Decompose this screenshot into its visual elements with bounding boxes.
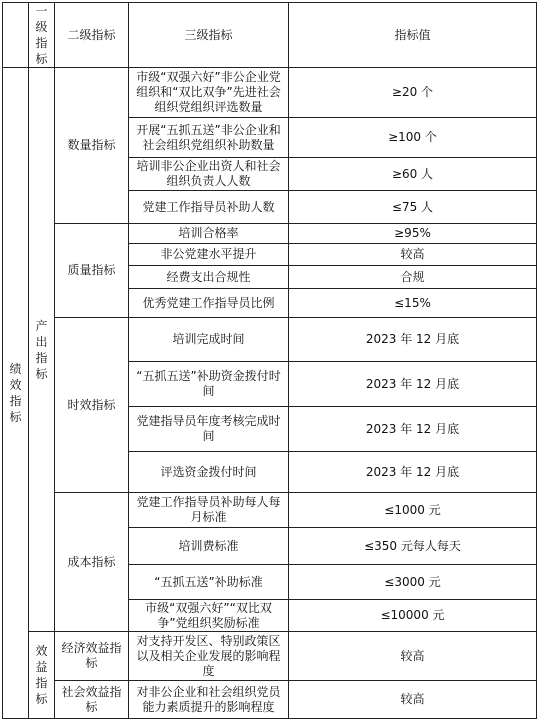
table-row bbox=[3, 632, 537, 681]
cost-indicator-label: 成本指标 bbox=[55, 493, 129, 632]
indicator-name: 党建指导员年度考核完成时间 bbox=[129, 407, 289, 452]
indicator-name: “五抓五送”补助标准 bbox=[129, 565, 289, 600]
indicator-name: 经费支出合规性 bbox=[129, 266, 289, 289]
quality-indicator-label: 质量指标 bbox=[55, 224, 129, 318]
header-level2: 二级指标 bbox=[55, 3, 129, 68]
table-row bbox=[3, 318, 537, 362]
indicator-value: ≥60 人 bbox=[289, 158, 537, 191]
indicator-value: ≥95% bbox=[289, 224, 537, 244]
indicator-value: ≤15% bbox=[289, 289, 537, 318]
social-benefit-label: 社会效益指标 bbox=[55, 681, 129, 719]
economic-benefit-label: 经济效益指标 bbox=[55, 632, 129, 681]
header-level1: 一级指标 bbox=[29, 3, 55, 68]
header-level3: 三级指标 bbox=[129, 3, 289, 68]
indicator-name: 市级“双强六好”“双比双争”党组织奖励标准 bbox=[129, 600, 289, 632]
indicator-value: 较高 bbox=[289, 244, 537, 266]
indicator-name: “五抓五送”补助资金拨付时间 bbox=[129, 362, 289, 407]
indicator-name: 开展“五抓五送”非公企业和社会组织党组织补助数量 bbox=[129, 118, 289, 158]
indicator-value: 2023 年 12 月底 bbox=[289, 318, 537, 362]
performance-indicator-label: 绩效指标 bbox=[3, 68, 29, 719]
header-row bbox=[3, 3, 537, 68]
indicator-value: 2023 年 12 月底 bbox=[289, 362, 537, 407]
indicator-name: 评选资金拨付时间 bbox=[129, 452, 289, 493]
indicator-name: 非公党建水平提升 bbox=[129, 244, 289, 266]
table-row bbox=[3, 224, 537, 244]
performance-indicator-table bbox=[2, 2, 537, 719]
indicator-name: 对非公企业和社会组织党员能力素质提升的影响程度 bbox=[129, 681, 289, 719]
indicator-name: 党建工作指导员补助人数 bbox=[129, 191, 289, 224]
indicator-value: ≤1000 元 bbox=[289, 493, 537, 528]
indicator-value: 2023 年 12 月底 bbox=[289, 407, 537, 452]
indicator-value: ≥100 个 bbox=[289, 118, 537, 158]
output-indicator-label: 产出指标 bbox=[29, 68, 55, 632]
indicator-value: ≤75 人 bbox=[289, 191, 537, 224]
blank-header-cell bbox=[3, 3, 29, 68]
indicator-name: 培训合格率 bbox=[129, 224, 289, 244]
indicator-value: ≤350 元每人每天 bbox=[289, 528, 537, 565]
indicator-value: 较高 bbox=[289, 632, 537, 681]
indicator-value: 合规 bbox=[289, 266, 537, 289]
header-value: 指标值 bbox=[289, 3, 537, 68]
indicator-name: 培训费标准 bbox=[129, 528, 289, 565]
table-row bbox=[3, 68, 537, 118]
indicator-value: ≥20 个 bbox=[289, 68, 537, 118]
benefit-indicator-label: 效益指标 bbox=[29, 632, 55, 719]
indicator-value: ≤3000 元 bbox=[289, 565, 537, 600]
indicator-name: 对支持开发区、特别政策区以及相关企业发展的影响程度 bbox=[129, 632, 289, 681]
table-row bbox=[3, 493, 537, 528]
indicator-value: ≤10000 元 bbox=[289, 600, 537, 632]
indicator-name: 培训非公企业出资人和社会组织负责人人数 bbox=[129, 158, 289, 191]
indicator-name: 党建工作指导员补助每人每月标准 bbox=[129, 493, 289, 528]
quantity-indicator-label: 数量指标 bbox=[55, 68, 129, 224]
timeliness-indicator-label: 时效指标 bbox=[55, 318, 129, 493]
table-row bbox=[3, 681, 537, 719]
indicator-name: 优秀党建工作指导员比例 bbox=[129, 289, 289, 318]
indicator-name: 培训完成时间 bbox=[129, 318, 289, 362]
indicator-name: 市级“双强六好”非公企业党组织和“双比双争”先进社会组织党组织评选数量 bbox=[129, 68, 289, 118]
indicator-value: 较高 bbox=[289, 681, 537, 719]
indicator-value: 2023 年 12 月底 bbox=[289, 452, 537, 493]
